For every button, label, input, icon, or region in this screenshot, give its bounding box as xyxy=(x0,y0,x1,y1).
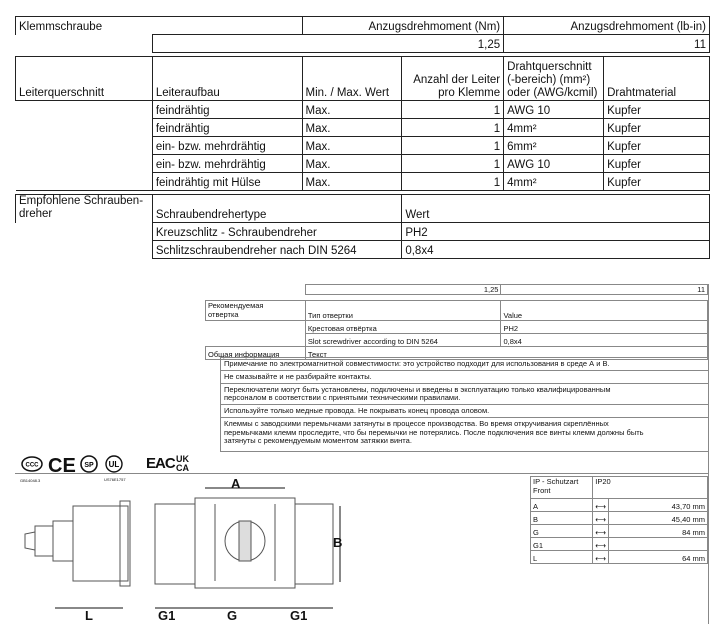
table-row: G1 ⟷ xyxy=(531,538,708,551)
dim-label-a: A xyxy=(231,476,241,491)
note-emc: Примечание по электромагнитной совместимости: это устройство подходит для использования в среде А и В. xyxy=(224,359,610,368)
ukca-icon: UK CA xyxy=(176,454,189,473)
dim-label-b: B xyxy=(333,535,343,550)
ul-icon: UL US76E1757 xyxy=(104,455,126,482)
dim-label-g1-right: G1 xyxy=(290,608,308,623)
torque-nm-header: Anzugsdrehmoment (Nm) xyxy=(302,17,504,35)
drahtmaterial-header: Drahtmaterial xyxy=(604,57,710,101)
eac-icon: EAC xyxy=(146,455,175,472)
dimension-drawing xyxy=(15,476,360,626)
drahtquerschnitt-header: Drahtquerschnitt (-bereich) (mm²) oder (AWG/kcmil) xyxy=(504,57,604,101)
table-row: L ⟷ 64 mm xyxy=(531,551,708,564)
note-terminals-3: затянуты с рекомендуемым моментом затяжки винта. xyxy=(224,436,412,445)
table-row: Slot screwdriver according to DIN 5264 0,8x4 xyxy=(206,334,708,347)
torque-table xyxy=(15,16,710,259)
svg-text:UL: UL xyxy=(108,460,120,469)
table-row: Schlitzschraubendreher nach DIN 5264 0,8x4 xyxy=(16,241,710,259)
torque-lbin-value: 11 xyxy=(504,35,710,53)
dimensions-table xyxy=(530,476,708,564)
note-copper: Используйте только медные провода. Не покрывать конец провода оловом. xyxy=(224,406,490,415)
sd-type-header: Schraubendrehertype xyxy=(152,195,402,223)
torque-lbin-header: Anzugsdrehmoment (lb-in) xyxy=(504,17,710,35)
note-install-1: Переключатели могут быть установлены, подключены и введены в эксплуатацию только квалифицированным xyxy=(224,385,611,394)
table-row: ein- bzw. mehrdrähtig Max. 1 AWG 10 Kupfer xyxy=(16,155,710,173)
dim-label-l: L xyxy=(85,608,93,623)
torque-nm-value: 1,25 xyxy=(152,35,503,53)
table-row: ein- bzw. mehrdrähtig Max. 1 6mm² Kupfer xyxy=(16,137,710,155)
dim-label-g: G xyxy=(227,608,238,623)
table-row: A ⟷ 43,70 mm xyxy=(531,499,708,512)
ccc-icon: CCC GB14048.3 xyxy=(20,455,44,483)
table-row: Kreuzschlitz - Schraubendreher PH2 xyxy=(16,223,710,241)
table-row: feindrähtig Max. 1 4mm² Kupfer xyxy=(16,119,710,137)
sd-value-header: Wert xyxy=(402,195,710,223)
dim-label-g1-left: G1 xyxy=(158,608,176,623)
ip-value: IP20 xyxy=(593,477,708,499)
ru-torque-table: 1,25 11 Рекомендуемая отвертка Тип отвертки Value Крестовая отвёртка PH2 Slot screwdriver according to DIN 5264 0,8x4 Общая информация Текст xyxy=(205,284,708,360)
table-row: feindrähtig Max. 1 AWG 10 Kupfer xyxy=(16,101,710,119)
leiteraufbau-header: Leiteraufbau xyxy=(152,57,302,101)
general-info-label: Общая информация xyxy=(206,347,306,360)
table-row: B ⟷ 45,40 mm xyxy=(531,512,708,525)
ce-icon: CE xyxy=(48,455,76,477)
table-row: feindrähtig mit Hülse Max. 1 4mm² Kupfer xyxy=(16,173,710,191)
klemmschraube-label: Klemmschraube xyxy=(16,17,303,35)
svg-text:CCC: CCC xyxy=(25,462,39,469)
value-header: Value xyxy=(501,301,708,321)
tip-header: Тип отвертки xyxy=(305,301,501,321)
ip-label: IP - Schutzart Front xyxy=(531,477,593,499)
empfohlene-label: Empfohlene Schrauben- dreher xyxy=(16,195,153,223)
leiterquerschnitt-label: Leiterquerschnitt xyxy=(16,57,153,101)
note-install-2: персоналом в соответствии с принятыми техническими правилами. xyxy=(224,393,461,402)
rekomend-label: Рекомендуемая отвертка xyxy=(206,301,306,321)
svg-text:SP: SP xyxy=(84,462,94,469)
table-row: G ⟷ 84 mm xyxy=(531,525,708,538)
note-lubricate: Не смазывайте и не разбирайте контакты. xyxy=(224,372,372,381)
minmax-header: Min. / Max. Wert xyxy=(302,57,402,101)
text-header: Текст xyxy=(305,347,707,360)
note-terminals-2: перемычками клемм проследите, что бы перемычки не потерялись. После подключения все винты клемм должны быть xyxy=(224,427,644,437)
note-terminals-1: Клеммы с заводскими перемычками затянуты в процессе производства. Во время откручивания скреплённых xyxy=(224,419,609,428)
anzahl-header: Anzahl der Leiter pro Klemme xyxy=(402,57,504,101)
table-row: Крестовая отвёртка PH2 xyxy=(206,321,708,334)
